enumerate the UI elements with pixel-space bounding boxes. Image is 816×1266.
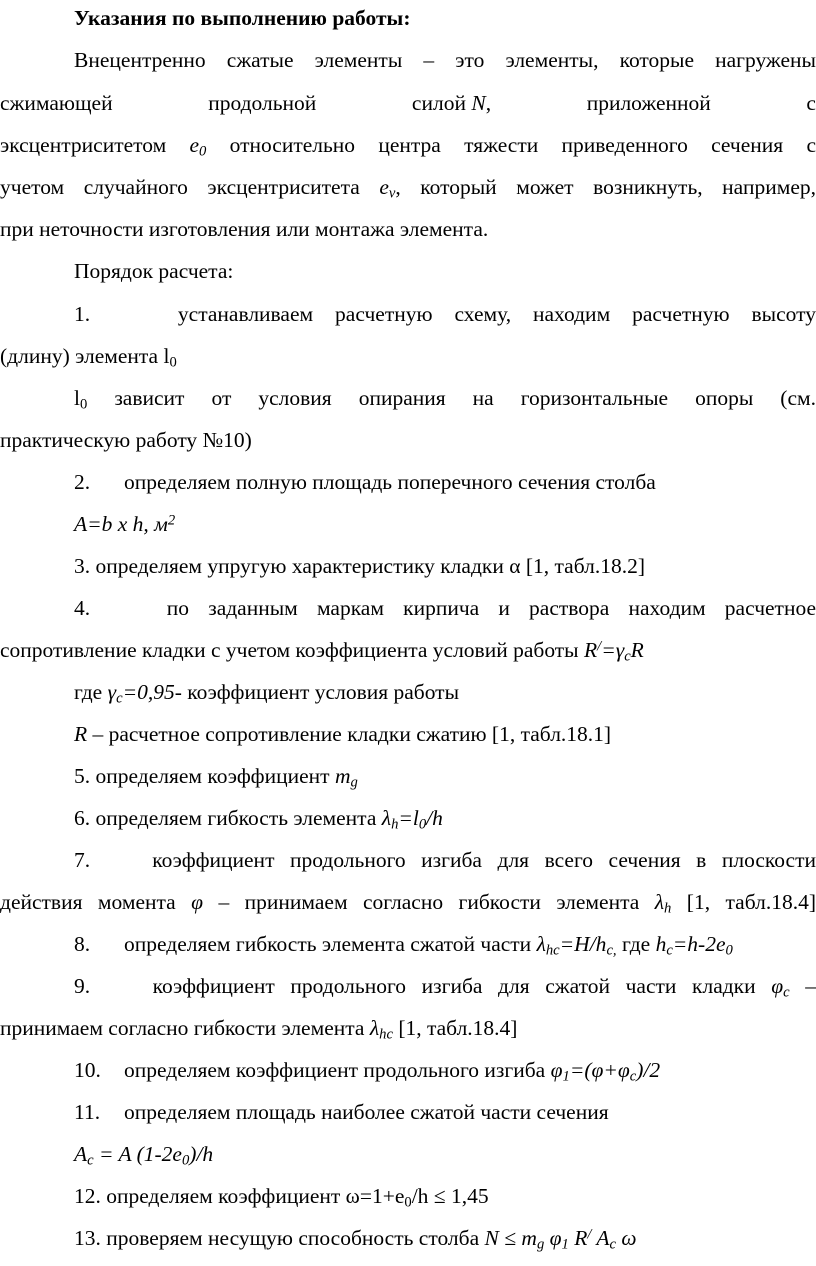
formula: =H/h (559, 932, 607, 956)
subscript: g (350, 774, 358, 791)
intro-text-4a: учетом случайного эксцентриситета (0, 175, 380, 199)
intro-word: сжимающей (0, 91, 113, 115)
step-text: (длину) элемента l (0, 344, 170, 368)
intro-comma: , (485, 91, 492, 115)
step-1-note-line-1 (0, 386, 816, 413)
formula: =γ (601, 638, 625, 662)
symbol-lambda: λ (381, 806, 392, 830)
step-text: 3. определяем упругую характеристику кладки α [1, табл.18.2] (74, 554, 646, 578)
intro-word: продольной (208, 91, 317, 115)
step-9-line-2 (0, 1016, 816, 1043)
subscript: 0 (199, 143, 207, 160)
note-text: зависит от условия опирания на горизонтальные опоры (см. (87, 386, 816, 410)
subscript: 0 (79, 396, 88, 413)
step-number: 2. (74, 470, 91, 494)
step-text: 6. определяем гибкость элемента (74, 806, 382, 830)
step-text: принимаем согласно гибкости элемента (0, 1016, 370, 1040)
step-number: 4. (74, 596, 91, 620)
section-title-text: Указания по выполнению работы: (74, 6, 411, 30)
subscript: hc (379, 1026, 393, 1043)
step-number: 9. (74, 974, 91, 998)
step-number: 7. (74, 848, 91, 872)
formula: /h (426, 806, 443, 830)
section-title (0, 8, 816, 30)
symbol-gamma: γ (107, 680, 117, 704)
subscript: 0 (404, 1194, 412, 1211)
intro-word: силой (411, 91, 466, 115)
step-5-line (0, 764, 816, 791)
step-text: по заданным маркам кирпича и раствора находим расчетное (166, 596, 816, 620)
subscript: h (391, 816, 399, 833)
intro-word: с (806, 91, 816, 115)
symbol-R: R (584, 638, 598, 662)
step-number: 10. (74, 1058, 101, 1082)
symbol-phi: φ (771, 974, 784, 998)
subscript: c (783, 984, 790, 1001)
superscript: / (587, 1226, 592, 1243)
symbol-A: A (74, 1142, 88, 1166)
step-text: действия момента (0, 890, 192, 914)
superscript: / (597, 638, 602, 655)
step-text: определяем коэффициент продольного изгиба (124, 1058, 551, 1082)
intro-text-3a: эксцентриситетом (0, 133, 190, 157)
step-text: 12. определяем коэффициент ω=1+e (74, 1184, 405, 1208)
formula: ω (616, 1226, 637, 1250)
formula: R (568, 1226, 588, 1250)
subscript: c (87, 1152, 94, 1169)
formula: )/h (189, 1142, 214, 1166)
symbol-N: N (471, 91, 486, 115)
step-6-line (0, 806, 816, 833)
symbol-R: R (74, 722, 88, 746)
step-text: 13. проверяем несущую способность столба (74, 1226, 485, 1250)
step-number: 11. (74, 1100, 101, 1124)
step-text: определяем полную площадь поперечного сечения столба (124, 470, 656, 494)
step-number: 1. (74, 302, 91, 326)
step-text: коэффициент продольного изгиба для всего сечения в плоскости (152, 848, 816, 872)
subscript: c (624, 648, 631, 665)
intro-line-4 (0, 175, 816, 202)
step-7-line-2 (0, 890, 816, 917)
step-12-line (0, 1184, 816, 1211)
intro-text-4b: , который может возникнуть, например, (395, 175, 816, 199)
intro-text-3b: относительно центра тяжести приведенного сечения с (206, 133, 816, 157)
intro-line-3 (0, 133, 816, 160)
symbol-phi: φ (550, 1058, 563, 1082)
symbol-phi: φ (191, 890, 204, 914)
subscript: 1 (561, 1236, 569, 1253)
formula: A=b x h, м (74, 512, 168, 536)
step-4-line-1 (0, 598, 816, 620)
order-heading (0, 261, 816, 283)
step-11-line (0, 1102, 816, 1124)
intro-line-5 (0, 219, 816, 241)
symbol-lambda: λ (369, 1016, 380, 1040)
step-1-line-1 (0, 304, 816, 326)
step-4-r-def (0, 724, 816, 746)
subscript: c, (606, 942, 617, 959)
subscript: 0 (418, 816, 427, 833)
formula: =l (398, 806, 419, 830)
subscript: c (609, 1236, 617, 1253)
step-2-formula (0, 514, 816, 536)
subscript: 0 (181, 1152, 190, 1169)
symbol-lambda: λ (536, 932, 546, 956)
step-text: определяем площадь наиболее сжатой части сечения (124, 1100, 609, 1124)
step-1-note-line-2 (0, 430, 816, 452)
symbol-e: e (189, 133, 200, 157)
formula: A (591, 1226, 610, 1250)
intro-word-force (412, 93, 491, 115)
symbol-R: R (630, 638, 644, 662)
step-text: где (616, 932, 656, 956)
step-13-line (0, 1226, 816, 1253)
order-heading-text: Порядок расчета: (74, 259, 234, 283)
step-2-line (0, 472, 816, 494)
subscript: 0 (169, 354, 177, 371)
superscript: 2 (167, 512, 176, 529)
step-text: коэффициент продольного изгиба для сжатой части кладки (152, 974, 772, 998)
formula: =(φ+φ (569, 1058, 630, 1082)
step-8-line (0, 932, 816, 959)
subscript: c (629, 1068, 637, 1085)
step-number: 8. (74, 932, 91, 956)
intro-text-5: при неточности изготовления или монтажа элемента. (0, 217, 489, 241)
definition-text: – расчетное сопротивление кладки сжатию [1, табл.18.1] (87, 722, 612, 746)
step-3-line (0, 556, 816, 578)
step-7-line-1 (0, 850, 816, 872)
step-11-formula (0, 1142, 816, 1169)
step-text: [1, табл.18.4] (392, 1016, 518, 1040)
formula: /h ≤ 1,45 (411, 1184, 489, 1208)
subscript: c (666, 942, 673, 959)
step-text: – (789, 974, 816, 998)
where-text: где (74, 680, 108, 704)
note-text: практическую работу №10) (0, 428, 252, 452)
symbol-l: l (74, 386, 80, 410)
formula: N ≤ m (484, 1226, 537, 1250)
intro-line-2 (0, 93, 816, 115)
formula: =0,95 (122, 680, 175, 704)
formula: = A (1-2e (93, 1142, 182, 1166)
step-text: сопротивление кладки с учетом коэффициента условий работы (0, 638, 584, 662)
symbol-lambda: λ (654, 890, 665, 914)
step-text: устанавливаем расчетную схему, находим расчетную высоту (177, 302, 816, 326)
step-text: – принимаем согласно гибкости элемента (203, 890, 655, 914)
step-4-where (0, 680, 816, 707)
symbol-e: e (379, 175, 389, 199)
step-4-line-2 (0, 638, 816, 665)
intro-text-1: Внецентренно сжатые элементы – это элементы, которые нагружены (74, 48, 816, 72)
subscript: 1 (562, 1068, 570, 1085)
subscript: v (388, 185, 396, 202)
formula: φ (544, 1226, 562, 1250)
intro-line-1 (0, 50, 816, 72)
where-text: - коэффициент условия работы (174, 680, 460, 704)
subscript: g (536, 1236, 545, 1253)
step-10-line (0, 1058, 816, 1085)
subscript: h (664, 900, 672, 917)
symbol-m: m (334, 764, 351, 788)
step-9-line-1 (0, 974, 816, 1001)
symbol-h: h (655, 932, 667, 956)
step-1-line-2 (0, 344, 816, 371)
formula: =h-2e (672, 932, 726, 956)
step-text: 5. определяем коэффициент (74, 764, 335, 788)
intro-word: приложенной (586, 91, 711, 115)
subscript: c (116, 690, 123, 707)
step-text: [1, табл.18.4] (671, 890, 816, 914)
step-text: определяем гибкость элемента сжатой части (124, 932, 537, 956)
formula: )/2 (636, 1058, 661, 1082)
subscript: hc (545, 942, 560, 959)
subscript: 0 (725, 942, 733, 959)
